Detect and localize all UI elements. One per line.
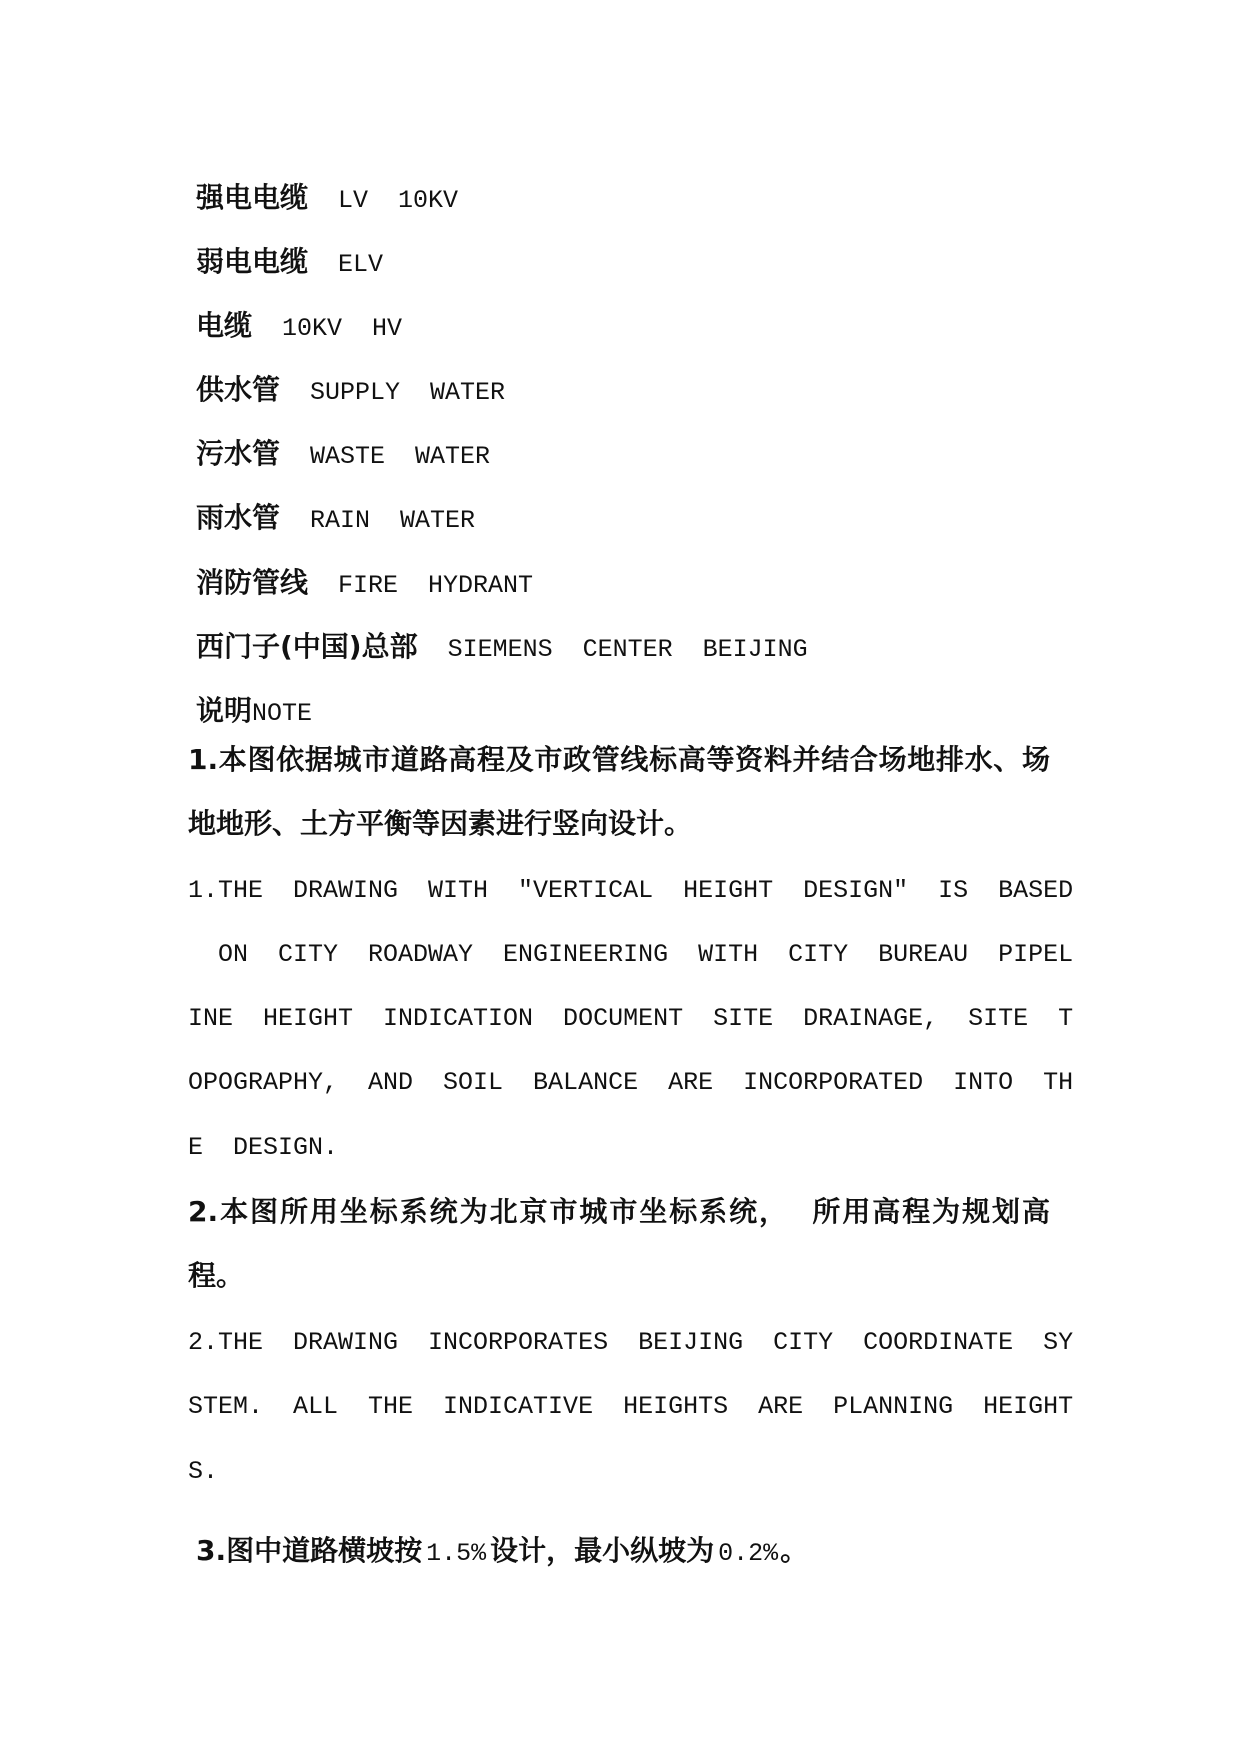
note2-cn-line: 程。 bbox=[188, 1259, 245, 1292]
note1-en-line: ON CITY ROADWAY ENGINEERING WITH CITY BUREAU PIPEL bbox=[188, 940, 1074, 969]
note2-en-line: S. bbox=[188, 1457, 219, 1486]
legend-item-fire-hydrant bbox=[188, 553, 533, 598]
note1-en-line: E DESIGN. bbox=[188, 1133, 339, 1162]
legend-item-en: 10KV HV bbox=[282, 314, 403, 343]
note-heading bbox=[188, 681, 312, 726]
note-heading-cn: 说明 bbox=[196, 694, 253, 727]
note1-en-line: INE HEIGHT INDICATION DOCUMENT SITE DRAINAGE, SITE T bbox=[188, 1004, 1074, 1033]
note-heading-en: NOTE bbox=[252, 699, 313, 728]
note2-en-line: STEM. ALL THE INDICATIVE HEIGHTS ARE PLANNING HEIGHT bbox=[188, 1392, 1074, 1421]
legend-item-cn: 西门子(中国)总部 bbox=[196, 630, 418, 663]
legend-item-cn: 弱电电缆 bbox=[196, 245, 309, 278]
legend-item-en: SIEMENS CENTER BEIJING bbox=[447, 635, 808, 664]
note3-line bbox=[188, 1521, 808, 1566]
note3-value-min-slope: 0.2% bbox=[718, 1539, 779, 1568]
note1-en-line: OPOGRAPHY, AND SOIL BALANCE ARE INCORPORATED INTO TH bbox=[188, 1068, 1074, 1097]
legend-item-en: SUPPLY WATER bbox=[310, 378, 506, 407]
note2-cn-line: 2.本图所用坐标系统为北京市城市坐标系统， 所用高程为规划高 bbox=[188, 1195, 1050, 1228]
legend-item-cn: 供水管 bbox=[196, 373, 281, 406]
note1-en-line: 1.THE DRAWING WITH "VERTICAL HEIGHT DESIGN" IS BASED bbox=[188, 876, 1074, 905]
note3-cn-prefix: 3.图中道路横坡按 bbox=[196, 1534, 423, 1567]
legend-item-en: LV 10KV bbox=[338, 186, 459, 215]
legend-item-cn: 强电电缆 bbox=[196, 181, 309, 214]
note1-cn-line: 1.本图依据城市道路高程及市政管线标高等资料并结合场地排水、场 bbox=[188, 743, 1050, 776]
legend-item-cn: 污水管 bbox=[196, 437, 281, 470]
legend-item-cn: 电缆 bbox=[196, 309, 253, 342]
legend-item-en: FIRE HYDRANT bbox=[338, 571, 534, 600]
legend-item-en: ELV bbox=[338, 250, 384, 279]
legend-item-supply-water bbox=[188, 360, 505, 405]
legend-item-cn: 雨水管 bbox=[196, 501, 281, 534]
legend-item-rain-water bbox=[188, 488, 475, 533]
legend-item-siemens bbox=[188, 617, 808, 662]
note1-cn-line: 地地形、土方平衡等因素进行竖向设计。 bbox=[188, 807, 693, 840]
note3-cn-middle: 设计，最小纵坡为 bbox=[490, 1534, 715, 1567]
legend-item-cn: 消防管线 bbox=[196, 566, 309, 599]
legend-item-hv bbox=[188, 296, 402, 341]
note3-cn-suffix: 。 bbox=[780, 1534, 809, 1567]
note2-en-line: 2.THE DRAWING INCORPORATES BEIJING CITY COORDINATE SY bbox=[188, 1328, 1074, 1357]
legend-item-elv bbox=[188, 232, 383, 277]
legend-item-lv bbox=[188, 168, 458, 213]
note3-value-cross-slope: 1.5% bbox=[426, 1539, 487, 1568]
legend-item-waste-water bbox=[188, 424, 490, 469]
legend-item-en: RAIN WATER bbox=[310, 506, 476, 535]
legend-item-en: WASTE WATER bbox=[310, 442, 491, 471]
